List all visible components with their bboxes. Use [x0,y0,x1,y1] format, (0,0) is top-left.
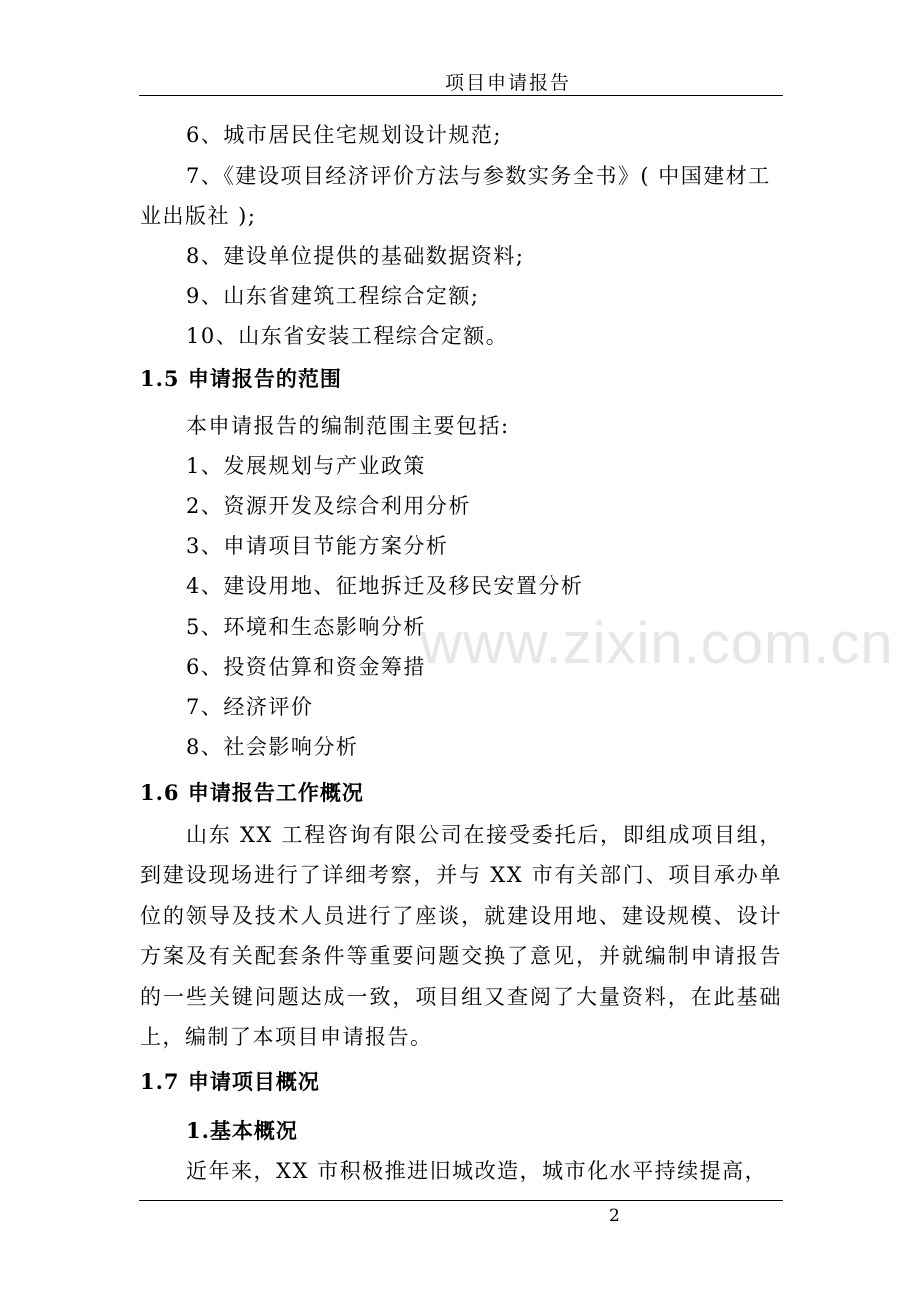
reference-item: 7、《建设项目经济评价方法与参数实务全书》( 中国建材工 [186,164,771,188]
reference-item: 10、山东省安装工程综合定额。 [186,324,509,348]
page-number: 2 [609,1206,620,1226]
scope-item: 6、投资估算和资金筹措 [186,655,426,679]
overview-paragraph: 近年来，XX 市积极推进旧城改造，城市化水平持续提高， [186,1159,768,1183]
reference-item: 9、山东省建筑工程综合定额; [186,284,480,308]
scope-item: 4、建设用地、征地拆迁及移民安置分析 [186,574,584,598]
scope-item: 5、环境和生态影响分析 [186,615,426,639]
section-heading-1-5: 1.5 申请报告的范围 [140,366,342,391]
reference-item: 8、建设单位提供的基础数据资料; [186,244,525,268]
subsection-heading: 1.基本概况 [186,1118,298,1143]
footer-rule [139,1200,783,1201]
header-rule [139,95,783,96]
scope-item: 2、资源开发及综合利用分析 [186,494,471,518]
section-heading-1-7: 1.7 申请项目概况 [140,1069,320,1094]
reference-item: 6、城市居民住宅规划设计规范; [186,123,502,147]
watermark: www.zixin.com.cn [420,611,894,676]
header-title: 项目申请报告 [445,72,572,94]
section-heading-1-6: 1.6 申请报告工作概况 [140,780,364,805]
scope-item: 3、申请项目节能方案分析 [186,534,449,558]
scope-item: 7、经济评价 [186,695,314,719]
scope-item: 8、社会影响分析 [186,735,359,759]
work-overview-paragraph: 山东 XX 工程咨询有限公司在接受委托后，即组成项目组，到建设现场进行了详细考察，并与 XX 市有关部门、项目承办单位的领导及技术人员进行了座谈，就建设用地、建设规模、设计方案及有关配套条件等重要问题交换了意见，并就编制申请报告的一些关键问题达成一致，项目组又查阅了大量资料，在此基础上，编制了本项目申请报告。 [140,823,782,1050]
section-intro: 本申请报告的编制范围主要包括: [186,414,510,438]
reference-item-continuation: 业出版社 ); [140,204,257,228]
scope-item: 1、发展规划与产业政策 [186,454,426,478]
